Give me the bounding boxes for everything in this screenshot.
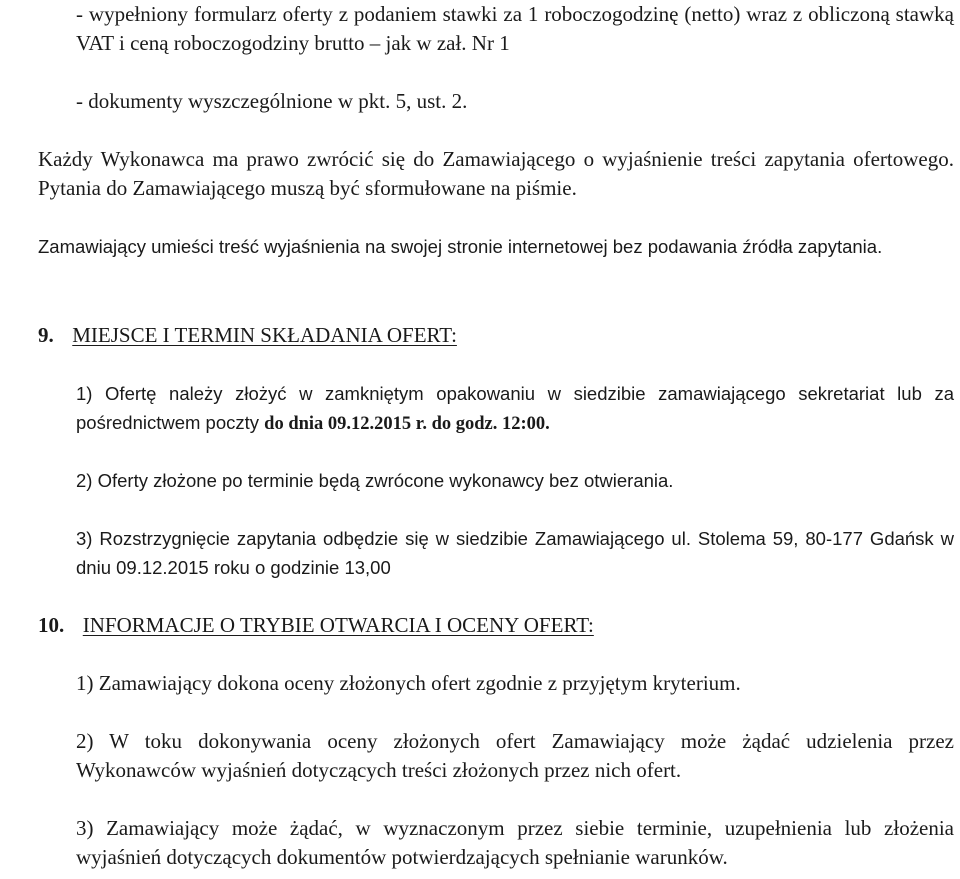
section-10-title: INFORMACJE O TRYBIE OTWARCIA I OCENY OFERT: <box>82 613 594 637</box>
section-9-item-2: 2) Oferty złożone po terminie będą zwrócone wykonawcy bez otwierania. <box>76 470 674 491</box>
section-9-number: 9. <box>38 323 54 347</box>
section-10-heading <box>38 611 954 640</box>
section-9-item-3: 3) Rozstrzygnięcie zapytania odbędzie się w siedzibie Zamawiającego ul. Stolema 59, 80-177 Gdańsk w dniu 09.12.2015 roku o godzinie 13,00 <box>76 528 954 578</box>
section-9-item-1-deadline: do dnia 09.12.2015 r. do godz. 12:00. <box>264 414 550 434</box>
section-9-title: MIEJSCE I TERMIN SKŁADANIA OFERT: <box>72 323 457 347</box>
section-10-item-1: 1) Zamawiający dokona oceny złożonych ofert zgodnie z przyjętym kryterium. <box>76 671 741 695</box>
section-9-item-1 <box>76 379 954 439</box>
dash-item-documents: - dokumenty wyszczególnione w pkt. 5, ust. 2. <box>76 89 468 113</box>
section-10-number: 10. <box>38 613 65 637</box>
section-10-item-2: 2) W toku dokonywania oceny złożonych ofert Zamawiający może żądać udzielenia przez Wykonawców wyjaśnień dotyczących treści złożonych przez nich ofert. <box>76 729 954 782</box>
paragraph-clarification-right: Każdy Wykonawca ma prawo zwrócić się do Zamawiającego o wyjaśnienie treści zapytania ofertowego. Pytania do Zamawiającego muszą być sformułowane na piśmie. <box>38 147 954 200</box>
section-9-heading <box>38 321 954 350</box>
paragraph-clarification-publish: Zamawiający umieści treść wyjaśnienia na swojej stronie internetowej bez podawania źródła zapytania. <box>38 236 883 257</box>
dash-item-offer-form: - wypełniony formularz oferty z podaniem stawki za 1 roboczogodzinę (netto) wraz z obliczoną stawką VAT i ceną roboczogodziny brutto – jak w zał. Nr 1 <box>76 2 954 55</box>
section-9-item-1-text: 1) Ofertę należy złożyć w zamkniętym opakowaniu w siedzibie zamawiającego sekretariat lub za pośrednictwem poczty <box>76 383 954 433</box>
section-10-item-3: 3) Zamawiający może żądać, w wyznaczonym przez siebie terminie, uzupełnienia lub złożenia wyjaśnień dotyczących dokumentów potwierdzających spełnianie warunków. <box>76 816 954 869</box>
